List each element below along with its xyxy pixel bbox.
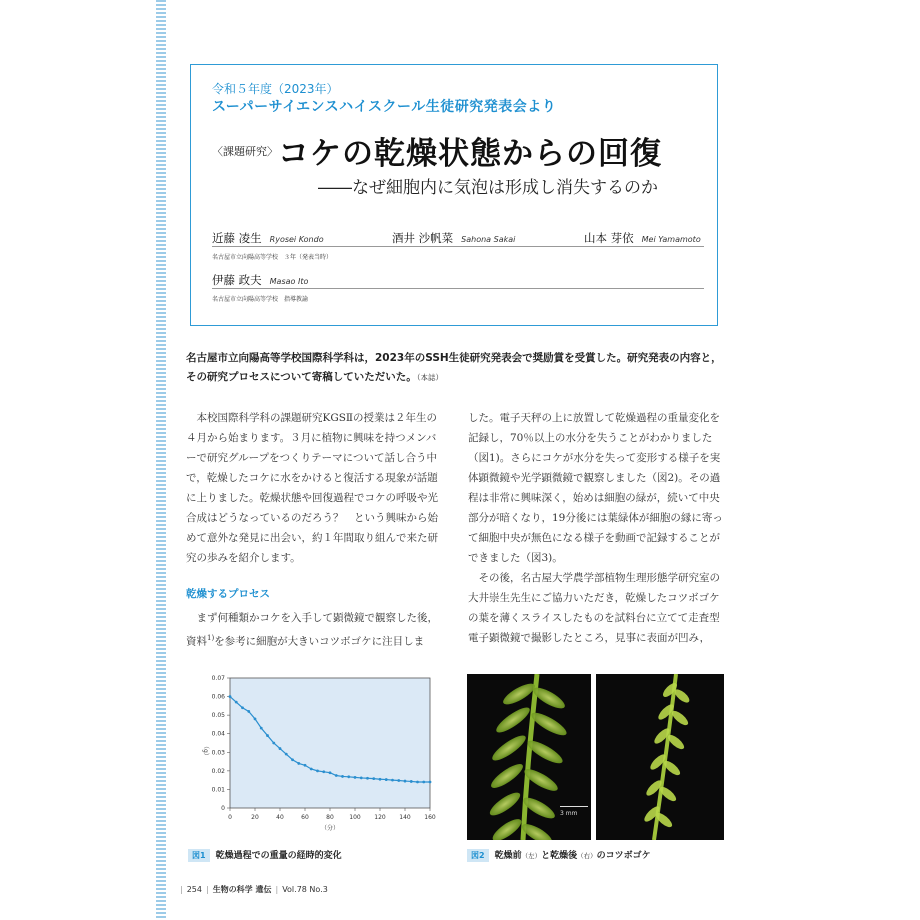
author-name: 山本 芽依 bbox=[584, 231, 634, 245]
lead-note: （本誌） bbox=[416, 373, 444, 382]
x-tick-label: 20 bbox=[251, 814, 259, 821]
scale-bar bbox=[560, 806, 588, 807]
lead-paragraph bbox=[186, 349, 726, 387]
y-tick-label: 0.01 bbox=[211, 786, 225, 794]
y-tick-label: 0 bbox=[221, 805, 225, 812]
y-tick-label: 0.02 bbox=[211, 767, 225, 775]
data-point bbox=[291, 758, 294, 761]
caption-part-c: のコツボゴケ bbox=[596, 851, 651, 861]
author-roman: Sahona Sakai bbox=[461, 235, 516, 244]
event-name: スーパーサイエンスハイスクール生徒研究発表会より bbox=[212, 99, 557, 115]
journal-name: 生物の科学 遺伝 bbox=[212, 885, 272, 894]
section-text-1: まず何種類かコケを入手して顕微鏡で観察した後，資料 bbox=[186, 612, 438, 648]
y-axis-label: （g） bbox=[202, 743, 209, 759]
data-point bbox=[341, 775, 344, 778]
author-2 bbox=[392, 230, 515, 246]
category-label: 〈課題研究〉 bbox=[212, 145, 278, 158]
data-point bbox=[285, 753, 288, 756]
figure-2-caption bbox=[467, 848, 651, 862]
y-tick-label: 0.07 bbox=[211, 675, 225, 682]
chart-svg bbox=[190, 672, 450, 842]
data-point bbox=[272, 742, 275, 745]
section-heading: 乾燥するプロセス bbox=[186, 588, 270, 600]
x-tick-label: 40 bbox=[276, 814, 284, 821]
data-point bbox=[347, 775, 350, 778]
x-tick-label: 160 bbox=[424, 814, 436, 821]
figure-1-caption bbox=[188, 848, 342, 862]
author-rule-2 bbox=[212, 288, 704, 289]
data-point bbox=[404, 780, 407, 783]
caption-note-left: （左） bbox=[521, 852, 542, 860]
data-point bbox=[260, 727, 263, 730]
data-point bbox=[360, 777, 363, 780]
data-point bbox=[266, 734, 269, 737]
data-point bbox=[235, 701, 238, 704]
y-tick-label: 0.05 bbox=[211, 712, 225, 720]
page-edge-stripe bbox=[156, 0, 166, 920]
author-roman: Ryosei Kondo bbox=[269, 235, 324, 244]
data-point bbox=[416, 781, 419, 784]
data-point bbox=[397, 779, 400, 782]
body-column-left bbox=[186, 408, 444, 568]
author-roman: Mei Yamamoto bbox=[641, 235, 701, 244]
caption-part-b: と乾燥後 bbox=[541, 851, 578, 861]
moss-after-image bbox=[596, 674, 724, 840]
data-point bbox=[329, 771, 332, 774]
article-subtitle: ――なぜ細胞内に気泡は形成し消失するのか bbox=[318, 178, 658, 198]
right-paragraph-2: その後，名古屋大学農学部植物生理形態学研究室の大井崇生先生にご協力いただき，乾燥したコツボゴケの葉を薄くスライスしたものを試料台に立てて走査型電子顕微鏡で撮影したところ，見事に表面が凹み， bbox=[468, 572, 720, 644]
author-1 bbox=[212, 230, 324, 246]
x-tick-label: 80 bbox=[326, 814, 334, 821]
plot-area bbox=[230, 678, 430, 808]
figure-1-tag: 図1 bbox=[188, 849, 210, 862]
x-tick-label: 60 bbox=[301, 814, 309, 821]
y-tick-label: 0.03 bbox=[211, 749, 225, 757]
data-point bbox=[366, 777, 369, 780]
data-point bbox=[422, 781, 425, 784]
author-4 bbox=[212, 272, 308, 288]
intro-paragraph: 本校国際科学科の課題研究KGSⅡの授業は２年生の４月から始まります。３月に植物に興味を持つメンバーで研究グループをつくりテーマについて話し合う中で，乾燥したコケに水をかけると復活する現象が話題に上りました。乾燥状態や回復過程でコケの呼吸や光合成はどうなっているのだろう？ という興味から始めて意外な発見に出会い，約１年間取り組んで来た研究の歩みを紹介します。 bbox=[186, 412, 438, 564]
page-footer: | 254 | 生物の科学 遺伝 | Vol.78 No.3 bbox=[180, 885, 328, 894]
data-point bbox=[297, 762, 300, 765]
data-point bbox=[391, 779, 394, 782]
data-point bbox=[372, 777, 375, 780]
section-paragraph bbox=[186, 608, 444, 652]
page-number: 254 bbox=[186, 885, 202, 894]
author-3 bbox=[584, 230, 701, 246]
lead-text: 名古屋市立向陽高等学校国際科学科は，2023年のSSH生徒研究発表会で奨励賞を受賞した。研究発表の内容と，その研究プロセスについて寄稿していただいた。 bbox=[186, 352, 722, 383]
data-point bbox=[279, 747, 282, 750]
author-name: 伊藤 政夫 bbox=[212, 273, 262, 287]
y-tick-label: 0.06 bbox=[211, 693, 225, 701]
author-1-affiliation: 名古屋市立向陽高等学校 ３年（発表当時） bbox=[212, 254, 333, 261]
author-rule-1 bbox=[212, 246, 704, 247]
figure-1-caption-text: 乾燥過程での重量の経時的変化 bbox=[215, 851, 342, 861]
author-name: 酒井 沙帆菜 bbox=[392, 231, 454, 245]
x-tick-label: 140 bbox=[399, 814, 411, 821]
data-point bbox=[229, 695, 232, 698]
data-point bbox=[241, 706, 244, 709]
data-point bbox=[322, 770, 325, 773]
author-4-affiliation: 名古屋市立向陽高等学校 指導教諭 bbox=[212, 296, 309, 303]
x-axis-label: （分） bbox=[320, 825, 340, 832]
body-column-left-section bbox=[186, 608, 444, 652]
data-point bbox=[429, 781, 432, 784]
data-point bbox=[310, 768, 313, 771]
article-title: コケの乾燥状態からの回復 bbox=[278, 136, 662, 172]
event-year: 令和５年度（2023年） bbox=[212, 82, 339, 96]
x-tick-label: 0 bbox=[228, 814, 232, 821]
journal-volume: Vol.78 No.3 bbox=[282, 885, 328, 894]
data-point bbox=[316, 769, 319, 772]
figure-2-tag: 図2 bbox=[467, 849, 489, 862]
author-name: 近藤 凌生 bbox=[212, 231, 262, 245]
data-point bbox=[385, 778, 388, 781]
section-text-2: を参考に細胞が大きいコツボゴケに注目しま bbox=[214, 635, 425, 648]
data-point bbox=[379, 778, 382, 781]
caption-part-a: 乾燥前 bbox=[494, 851, 522, 861]
x-tick-label: 100 bbox=[349, 814, 361, 821]
caption-note-right: （右） bbox=[577, 852, 597, 860]
data-point bbox=[410, 780, 413, 783]
data-point bbox=[354, 776, 357, 779]
moss-photo-after bbox=[596, 674, 724, 840]
y-tick-label: 0.04 bbox=[211, 730, 225, 738]
author-roman: Masao Ito bbox=[269, 277, 309, 286]
data-point bbox=[247, 710, 250, 713]
body-column-right bbox=[468, 408, 726, 648]
figure-1-chart bbox=[190, 672, 450, 842]
scale-label: 3 mm bbox=[560, 810, 578, 817]
right-paragraph-1: した。電子天秤の上に放置して乾燥過程の重量変化を記録し，70％以上の水分を失うことがわかりました（図1)。さらにコケが水分を失って変形する様子を実体顕微鏡や光学顕微鏡で観察しました（図2)。その過程は非常に興味深く，始めは細胞の緑が，続いて中央部分が暗くなり，19分後には葉緑体が細胞の縁に寄って細胞中央が無色になる様子を動画で記録することができました（図3)。 bbox=[468, 412, 723, 564]
reference-mark: 1) bbox=[207, 634, 215, 642]
data-point bbox=[254, 717, 257, 720]
data-point bbox=[335, 774, 338, 777]
data-point bbox=[304, 764, 307, 767]
x-tick-label: 120 bbox=[374, 814, 386, 821]
